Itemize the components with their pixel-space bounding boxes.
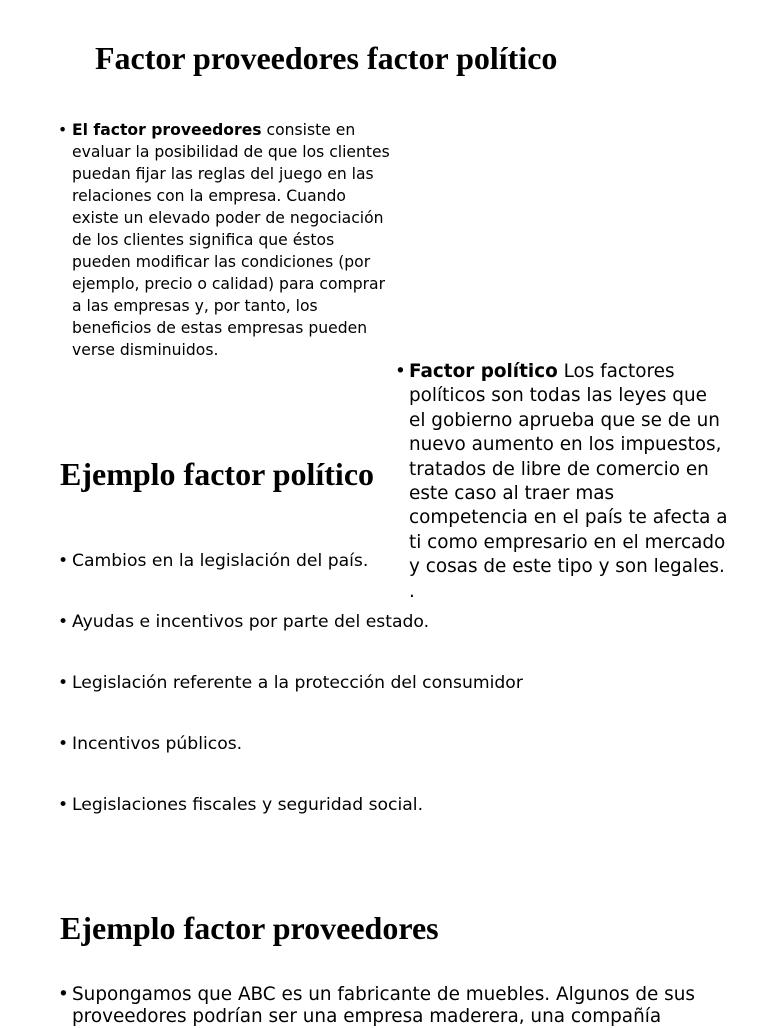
politico-example-item: • Legislaciones fiscales y seguridad social. bbox=[58, 795, 423, 815]
proveedores-definition-bullet bbox=[58, 119, 390, 361]
proveedores-definition-text: consiste en evaluar la posibilidad de que los clientes puedan fijar las reglas del juego en las relaciones con la empresa. Cuando existe un elevado poder de negociación de los clientes significa que éstos pueden modificar las condiciones (por ejemplo, precio o calidad) para comprar a las empresas y, por tanto, los beneficios de estas empresas pueden verse disminuidos. bbox=[72, 121, 390, 359]
politico-example-item: • Cambios en la legislación del país. bbox=[58, 551, 368, 571]
politico-definition-text: Los factores políticos son todas las leyes que el gobierno aprueba que se de un nuevo aumento en los impuestos, tratados de libre de comercio en este caso al traer mas competencia en el país te afecta a ti como empresario en el mercado y cosas de este tipo y son legales. . bbox=[409, 361, 728, 602]
proveedores-example-bullet: • Supongamos que ABC es un fabricante de muebles. Algunos de sus proveedores podrían ser una empresa maderera, una compañía bbox=[58, 984, 762, 1028]
politico-term: Factor político bbox=[409, 361, 558, 382]
proveedores-term: El factor proveedores bbox=[72, 121, 262, 139]
politico-example-item: • Ayudas e incentivos por parte del estado. bbox=[58, 612, 429, 632]
politico-example-item: • Legislación referente a la protección del consumidor bbox=[58, 673, 523, 693]
politico-definition-bullet bbox=[395, 360, 729, 604]
politico-example-item: • Incentivos públicos. bbox=[58, 734, 242, 754]
slide-1-title: Factor proveedores factor político bbox=[95, 40, 558, 76]
slide-3-title: Ejemplo factor proveedores bbox=[60, 910, 439, 946]
slide-2-title: Ejemplo factor político bbox=[60, 456, 375, 492]
